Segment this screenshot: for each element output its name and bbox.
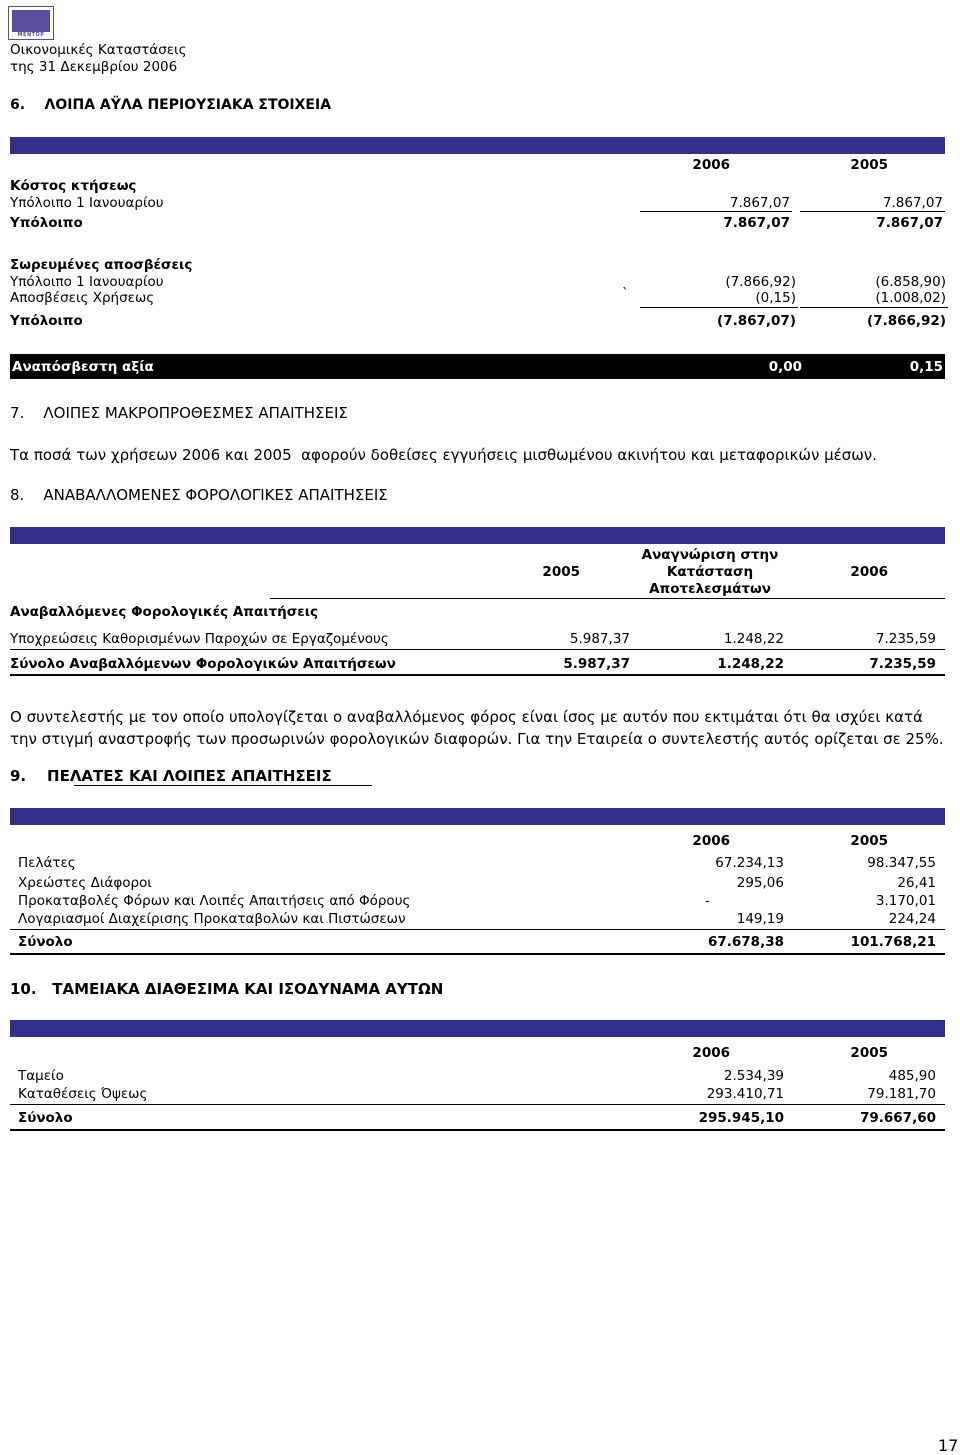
s6-dep-row-2-label: Αποσβέσεις Χρήσεως — [10, 290, 155, 306]
s9-row-4-label: Λογαριασμοί Διαχείρισης Προκαταβολών και Πιστώσεων — [18, 911, 406, 927]
s9-row-2-label: Χρεώστες Διάφοροι — [18, 875, 152, 891]
s9-col-2005: 2005 — [850, 833, 888, 849]
s8-col-2005: 2005 — [542, 564, 580, 580]
s8-row-2005: 5.987,37 — [569, 631, 630, 647]
s10-row-1-label: Ταμείο — [18, 1068, 64, 1084]
s8-row-label: Υποχρεώσεις Καθορισμένων Παροχών σε Εργαζομένους — [10, 631, 389, 647]
s6-dep-row-1-label: Υπόλοιπο 1 Ιανουαρίου — [10, 274, 164, 290]
section-6-bar — [10, 137, 945, 154]
s8-col-mid-3: Αποτελεσμάτων — [649, 581, 771, 597]
s10-total-rule-top — [10, 1104, 945, 1105]
header-line-1: Οικονομικές Καταστάσεις — [10, 42, 187, 58]
s6-cost-row-2005: 7.867,07 — [882, 195, 943, 211]
s8-total-label: Σύνολο Αναβαλλόμενων Φορολογικών Απαιτήσεων — [10, 656, 396, 672]
s9-row-3-2006: - — [705, 893, 710, 909]
section-9-title: 9. ΠΕΛΑΤΕΣ ΚΑΙ ΛΟΙΠΕΣ ΑΠΑΙΤΗΣΕΙΣ — [10, 767, 332, 785]
s6-dep-heading: Σωρευμένες αποσβέσεις — [10, 257, 193, 273]
s10-col-2006: 2006 — [692, 1045, 730, 1061]
s10-total-2006: 295.945,10 — [698, 1110, 784, 1126]
s10-row-1-2006: 2.534,39 — [723, 1068, 784, 1084]
s6-nbv-label: Αναπόσβεστη αξία — [12, 359, 154, 375]
s8-paragraph: Ο συντελεστής με τον οποίο υπολογίζεται ο αναβαλλόμενος φόρος είναι ίσος με αυτόν που εκτιμάται ότι θα ισχύει κατά την στιγμή αναστροφής των προσωρινών φορολογικών διαφορών. Για την Εταιρεία ο συντελεστής αυτός ορίζεται σε 25%. — [10, 708, 944, 748]
s6-cost-total-label: Υπόλοιπο — [10, 215, 83, 231]
section-8-title: 8. ΑΝΑΒΑΛΛΟΜΕΝΕΣ ΦΟΡΟΛΟΓΙΚΕΣ ΑΠΑΙΤΗΣΕΙΣ — [10, 486, 388, 504]
section-7-text: Τα ποσά των χρήσεων 2006 και 2005 αφορούν δοθείσες εγγυήσεις μισθωμένου ακινήτου και μεταφορικών μέσων. — [10, 446, 877, 464]
s8-total-rule-bottom — [10, 674, 945, 676]
company-logo — [8, 6, 54, 40]
s6-dep-underline-2006 — [640, 307, 798, 308]
s9-total-rule-bottom — [10, 953, 945, 955]
s6-dep-underline-2005 — [800, 307, 948, 308]
s10-row-2-2005: 79.181,70 — [867, 1086, 936, 1102]
s6-dep-row-1-2006: (7.866,92) — [725, 274, 796, 290]
s6-dep-row-2-mark: ` — [622, 286, 629, 302]
s10-total-label: Σύνολο — [18, 1110, 73, 1126]
s9-row-4-2005: 224,24 — [888, 911, 936, 927]
s9-row-1-2006: 67.234,13 — [715, 855, 784, 871]
section-7-title: 7. ΛΟΙΠΕΣ ΜΑΚΡΟΠΡΟΘΕΣΜΕΣ ΑΠΑΙΤΗΣΕΙΣ — [10, 404, 348, 422]
s9-total-label: Σύνολο — [18, 934, 73, 950]
s6-dep-total-2006: (7.867,07) — [717, 313, 796, 329]
s9-total-rule-top — [10, 929, 945, 930]
s8-row-2006: 7.235,59 — [875, 631, 936, 647]
s9-total-2005: 101.768,21 — [850, 934, 936, 950]
s6-dep-total-label: Υπόλοιπο — [10, 313, 83, 329]
s8-header-rule — [270, 598, 945, 599]
s10-col-2005: 2005 — [850, 1045, 888, 1061]
s6-nbv-2006: 0,00 — [768, 359, 802, 375]
s6-cost-total-2005: 7.867,07 — [876, 215, 943, 231]
s8-total-mid: 1.248,22 — [717, 656, 784, 672]
s9-col-2006: 2006 — [692, 833, 730, 849]
s6-cost-total-2006: 7.867,07 — [723, 215, 790, 231]
s8-total-2006: 7.235,59 — [869, 656, 936, 672]
section-8-bar — [10, 527, 945, 544]
s6-nbv-2005: 0,15 — [909, 359, 943, 375]
s9-row-3-label: Προκαταβολές Φόρων και Λοιπές Απαιτήσεις από Φόρους — [18, 893, 411, 909]
s6-col-2006: 2006 — [692, 157, 730, 173]
s8-total-2005: 5.987,37 — [563, 656, 630, 672]
s8-col-mid-2: Κατάσταση — [666, 564, 754, 580]
s10-row-2-label: Καταθέσεις Όψεως — [18, 1086, 148, 1102]
s6-cost-underline-2006 — [640, 211, 792, 212]
logo-mark-icon — [12, 10, 50, 32]
s6-nbv-bar — [10, 354, 945, 379]
logo-text: MENTOP — [17, 32, 45, 38]
s9-row-2-2006: 295,06 — [736, 875, 784, 891]
s10-row-1-2005: 485,90 — [888, 1068, 936, 1084]
section-6-title: 6. ΛΟΙΠΑ ΑΫΛΑ ΠΕΡΙΟΥΣΙΑΚΑ ΣΤΟΙΧΕΙΑ — [10, 97, 332, 113]
s9-row-3-2005: 3.170,01 — [875, 893, 936, 909]
s6-dep-total-2005: (7.866,92) — [867, 313, 946, 329]
s6-cost-heading: Κόστος κτήσεως — [10, 178, 137, 194]
s6-dep-row-2-2006: (0,15) — [755, 290, 796, 306]
s9-row-1-label: Πελάτες — [18, 855, 76, 871]
section-10-title: 10. ΤΑΜΕΙΑΚΑ ΔΙΑΘΕΣΙΜΑ ΚΑΙ ΙΣΟΔΥΝΑΜΑ ΑΥΤΩΝ — [10, 980, 444, 998]
s10-total-rule-bottom — [10, 1129, 945, 1131]
s6-dep-row-2-2005: (1.008,02) — [875, 290, 946, 306]
s6-cost-underline-2005 — [800, 211, 945, 212]
section-9-title-underline — [74, 785, 372, 786]
s9-row-2-2005: 26,41 — [897, 875, 936, 891]
s8-col-mid-1: Αναγνώριση στην — [641, 547, 779, 563]
s9-row-4-2006: 149,19 — [736, 911, 784, 927]
s10-row-2-2006: 293.410,71 — [706, 1086, 784, 1102]
header-line-2: της 31 Δεκεμβρίου 2006 — [10, 59, 178, 75]
s6-cost-row-label: Υπόλοιπο 1 Ιανουαρίου — [10, 195, 164, 211]
s8-total-rule-top — [10, 649, 945, 650]
s8-row-mid: 1.248,22 — [723, 631, 784, 647]
section-9-bar — [10, 808, 945, 825]
section-10-bar — [10, 1020, 945, 1037]
s6-dep-row-1-2005: (6.858,90) — [875, 274, 946, 290]
s6-col-2005: 2005 — [850, 157, 888, 173]
s8-row-heading: Αναβαλλόμενες Φορολογικές Απαιτήσεις — [10, 604, 319, 620]
page-number: 17 — [938, 1436, 959, 1455]
s6-cost-row-2006: 7.867,07 — [729, 195, 790, 211]
s8-col-2006: 2006 — [850, 564, 888, 580]
s9-row-1-2005: 98.347,55 — [867, 855, 936, 871]
s10-total-2005: 79.667,60 — [859, 1110, 936, 1126]
s9-total-2006: 67.678,38 — [707, 934, 784, 950]
